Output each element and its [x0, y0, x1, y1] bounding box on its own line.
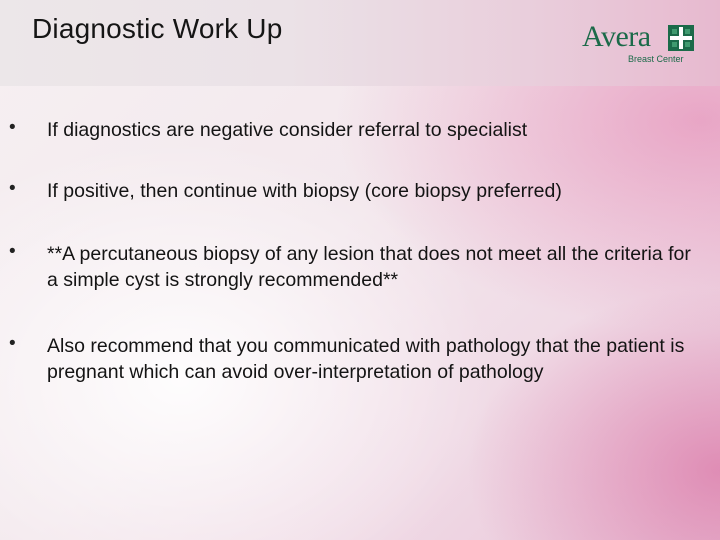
bullet-text: If diagnostics are negative consider referral to specialist [47, 119, 528, 141]
bullet-text: Also recommend that you communicated with pathology that the patient is pregnant which can avoid over-interpretation of pathology [47, 335, 685, 383]
bullet-marker: • [9, 178, 16, 199]
bullet-marker: • [9, 333, 16, 354]
bullet-text: **A percutaneous biopsy of any lesion that does not meet all the criteria for a simple cyst is strongly recommended** [47, 243, 691, 291]
bullet-marker: • [9, 241, 16, 262]
bullet-text: If positive, then continue with biopsy (core biopsy preferred) [47, 180, 562, 202]
logo-subtitle: Breast Center [628, 54, 684, 64]
bullet-marker: • [9, 117, 16, 138]
logo-wordmark: Avera [582, 20, 651, 53]
slide-title: Diagnostic Work Up [32, 13, 283, 44]
